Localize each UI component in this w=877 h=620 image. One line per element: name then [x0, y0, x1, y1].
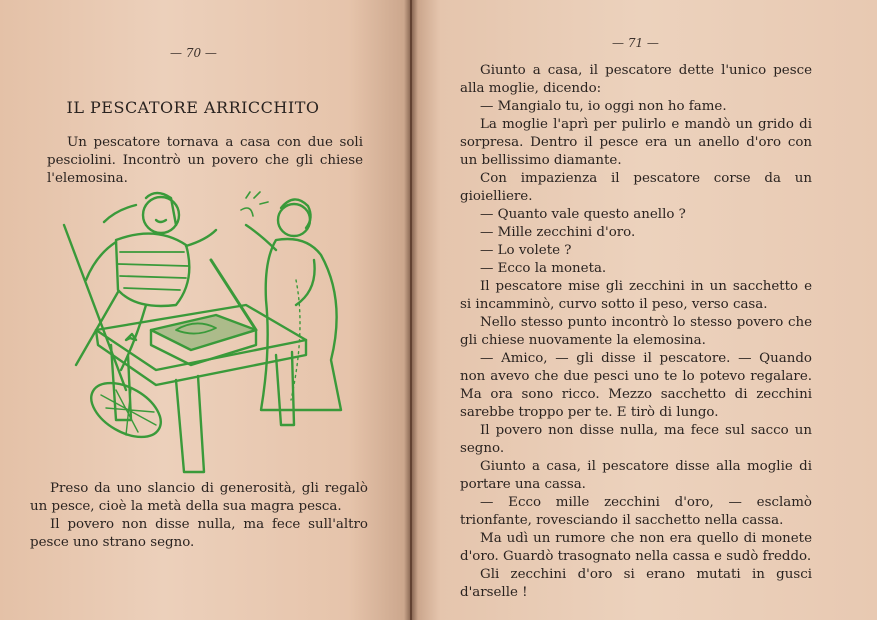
star-mark: [126, 334, 136, 340]
paragraph: Gli zecchini d'oro si erano mutati in gusci d'arselle !: [460, 567, 812, 600]
paragraph: — Mangialo tu, io oggi non ho fame.: [480, 99, 727, 114]
paragraph: Il pescatore mise gli zecchini in un sacchetto e si incamminò, curvo sotto il peso, verso casa.: [460, 279, 812, 312]
paragraph: — Mille zecchini d'oro.: [480, 225, 636, 240]
paragraph: Nello stesso punto incontrò lo stesso povero che gli chiese nuovamente la elemosina.: [460, 315, 812, 348]
diamond-sparkle: [241, 192, 268, 216]
fisherman-illustration: [56, 180, 356, 480]
paragraph: Il povero non disse nulla, ma fece sull'altro pesce uno strano segno.: [30, 517, 368, 550]
left-page-number: — 70 —: [170, 46, 217, 60]
paragraph: La moglie l'aprì per pulirlo e mandò un grido di sorpresa. Dentro il pesce era un anello d'oro con un bellissimo diamante.: [460, 117, 812, 168]
paragraph: Giunto a casa, il pescatore disse alla moglie di portare una cassa.: [460, 459, 812, 492]
book-gutter: [404, 0, 418, 620]
fisherman-shirt: [116, 234, 189, 306]
left-continuation: [30, 480, 368, 552]
paragraph: — Ecco mille zecchini d'oro, — esclamò trionfante, rovesciando il sacchetto nella cassa.: [460, 495, 812, 528]
paragraph: — Quanto vale questo anello ?: [480, 207, 686, 222]
woman-dress: [261, 239, 341, 410]
woman-head: [278, 204, 310, 236]
paragraph: Ma udì un rumore che non era quello di monete d'oro. Guardò trasognato nella cassa e sudò freddo.: [460, 531, 812, 564]
paragraph: — Ecco la moneta.: [480, 261, 607, 276]
right-page-number: — 71 —: [612, 36, 659, 50]
paragraph: Il povero non disse nulla, ma fece sul sacco un segno.: [460, 423, 812, 456]
story-title: IL PESCATORE ARRICCHITO: [66, 98, 320, 117]
paragraph: Preso da uno slancio di generosità, gli regalò un pesce, cioè la metà della sua magra pesca.: [30, 481, 368, 514]
paragraph: — Lo volete ?: [480, 243, 572, 258]
paragraph: — Amico, — gli disse il pescatore. — Quando non avevo che due pesci uno te lo potevo regalare. Ma ora sono ricco. Mezzo sacchetto di zecchini sarebbe troppo per te. E tirò di lungo.: [460, 351, 812, 420]
intro-paragraph: Un pescatore tornava a casa con due soli pesciolini. Incontrò un povero che gli chiese l'elemosina.: [47, 135, 363, 186]
paragraph: Con impazienza il pescatore corse da un gioielliere.: [460, 171, 812, 204]
paragraph: Giunto a casa, il pescatore dette l'unico pesce alla moglie, dicendo:: [460, 63, 812, 96]
right-page-text: [460, 62, 812, 602]
